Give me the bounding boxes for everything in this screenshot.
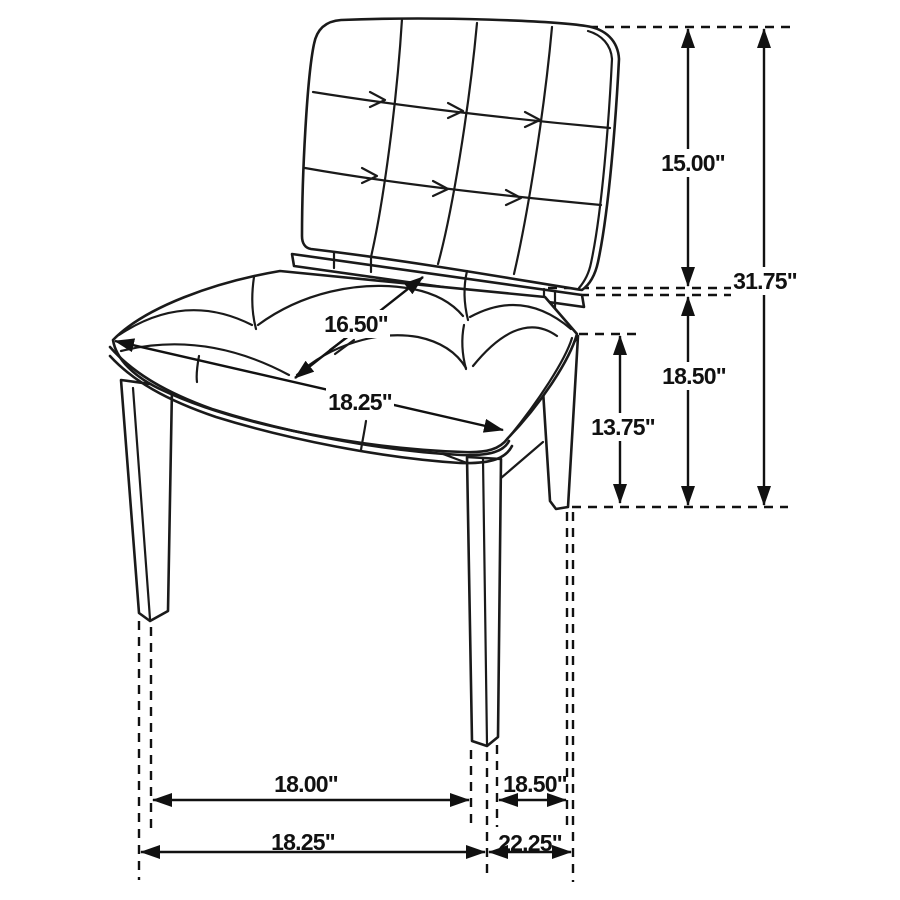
dimension-label-seat-height: 13.75" [591,414,655,440]
dimension-label-seat-depth: 16.50" [324,311,388,337]
seat-cushion [113,271,577,452]
dimension-label-back-of-seat-height: 18.50" [662,363,726,389]
dimension-label-backrest-height: 15.00" [661,150,725,176]
dimension-label-seat-width: 18.25" [328,389,392,415]
dimension-label-base-overall-depth: 22.25" [498,830,562,856]
dimension-label-front-to-back-leg: 18.50" [503,771,567,797]
dimension-label-overall-height: 31.75" [733,268,797,294]
chair-illustration [110,19,619,746]
dimension-label-base-overall-width: 18.25" [271,829,335,855]
dimension-label-front-leg-spacing: 18.00" [274,771,338,797]
seat-apron [501,442,543,478]
